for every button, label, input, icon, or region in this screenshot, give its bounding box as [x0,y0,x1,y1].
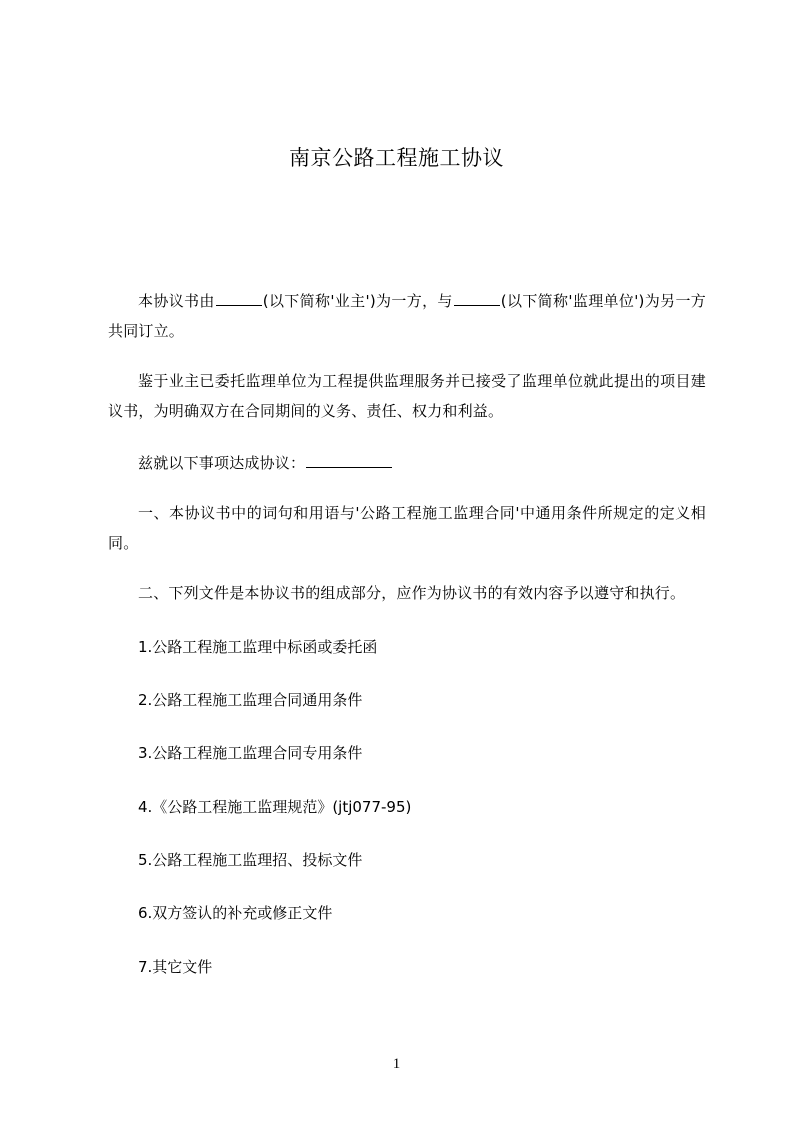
document-list-item: 5.公路工程施工监理招、投标文件 [138,851,363,869]
document-list-item: 3.公路工程施工监理合同专用条件 [138,744,363,762]
owner-blank [216,291,262,306]
document-list-item: 2.公路工程施工监理合同通用条件 [138,691,363,709]
intro-text-1: 本协议书由 [138,292,215,310]
agreement-lead-text: 兹就以下事项达成协议： [138,454,306,472]
intro-paragraph [108,286,706,346]
document-list-item: 4.《公路工程施工监理规范》(jtj077-95) [138,798,412,816]
supervisor-blank [454,291,500,306]
page-title: 南京公路工程施工协议 [289,146,504,170]
intro-text-2: (以下简称'业主')为一方，与 [262,292,453,310]
page-number: 1 [392,1056,401,1072]
clause-two: 二、下列文件是本协议书的组成部分，应作为协议书的有效内容予以遵守和执行。 [138,584,686,602]
document-list-item: 1.公路工程施工监理中标函或委托函 [138,638,378,656]
intro-text-3: (以下简称'监理单位')为另一方共同订立。 [108,292,707,340]
document-list-item: 6.双方签认的补充或修正文件 [138,904,333,922]
document-list-item: 7.其它文件 [138,958,213,976]
agreement-lead-paragraph [108,448,706,478]
agreement-blank [306,453,392,468]
clause-one: 一、本协议书中的词句和用语与'公路工程施工监理合同'中通用条件所规定的定义相同。 [108,504,706,552]
recital-paragraph: 鉴于业主已委托监理单位为工程提供监理服务并已接受了监理单位就此提出的项目建议书，为明确双方在合同期间的义务、责任、权力和利益。 [108,372,706,420]
